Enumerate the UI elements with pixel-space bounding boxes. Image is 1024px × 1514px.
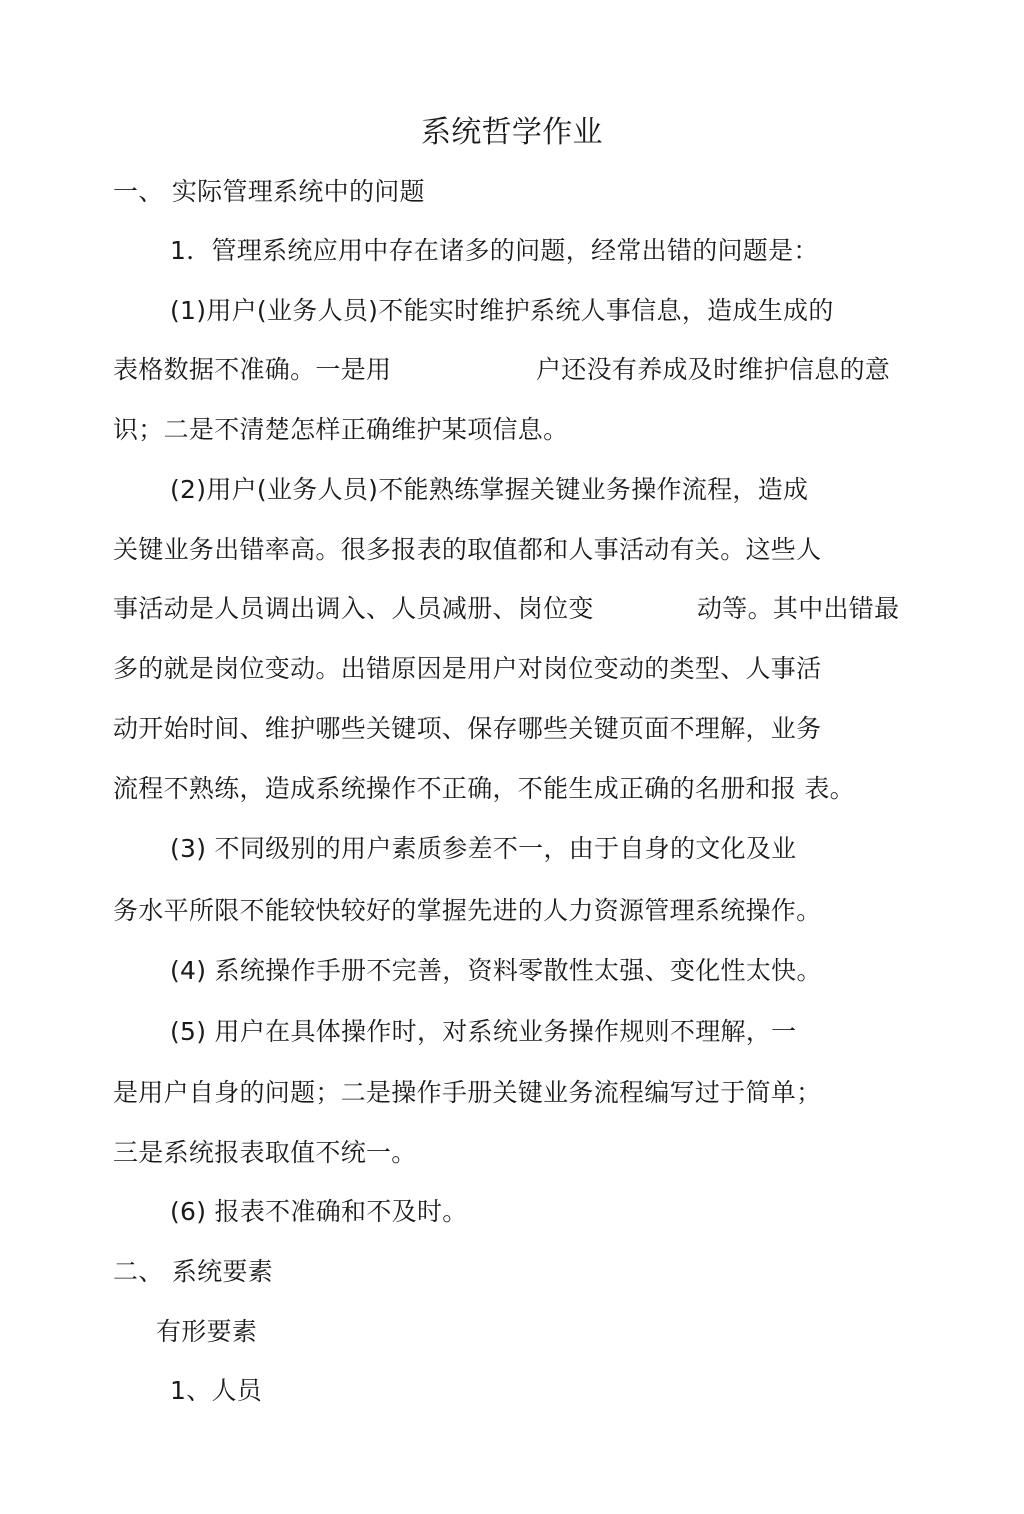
intro-paragraph: 1．管理系统应用中存在诸多的问题，经常出错的问题是： [170,236,819,265]
paragraph-1-line-2b: 户还没有养成及时维护信息的意 [536,355,891,384]
paragraph-2-line-4: 多的就是岗位变动。出错原因是用户对岗位变动的类型、人事活 [113,654,822,683]
paragraph-2-line-3a: 事活动是人员调出调入、人员减册、岗位变 [113,594,594,623]
paragraph-6-line-1: (6) 报表不准确和不及时。 [170,1197,468,1226]
paragraph-1-line-3: 识；二是不清楚怎样正确维护某项信息。 [113,415,569,444]
paragraph-2-line-1: (2)用户(业务人员)不能熟练掌握关键业务操作流程，造成 [170,475,809,504]
paragraph-3-line-2: 务水平所限不能较快较好的掌握先进的人力资源管理系统操作。 [113,896,822,925]
list-item-personnel: 1、人员 [170,1376,263,1405]
paragraph-5-line-3: 三是系统报表取值不统一。 [113,1138,417,1167]
paragraph-2-line-2: 关键业务出错率高。很多报表的取值都和人事活动有关。这些人 [113,535,822,564]
paragraph-4-line-1: (4) 系统操作手册不完善，资料零散性太强、变化性太快。 [170,956,822,985]
paragraph-5-line-1: (5) 用户在具体操作时，对系统业务操作规则不理解，一 [170,1017,797,1046]
paragraph-2-line-5: 动开始时间、维护哪些关键项、保存哪些关键页面不理解，业务 [113,714,822,743]
paragraph-1-line-2a: 表格数据不准确。一是用 [113,355,392,384]
paragraph-1-line-1: (1)用户(业务人员)不能实时维护系统人事信息，造成生成的 [170,296,834,325]
paragraph-2-line-3b: 动等。其中出错最 [697,594,900,623]
paragraph-5-line-2: 是用户自身的问题；二是操作手册关键业务流程编写过于简单； [113,1078,822,1107]
subheading-tangible-elements: 有形要素 [156,1317,258,1346]
paragraph-3-line-1: (3) 不同级别的用户素质参差不一，由于自身的文化及业 [170,834,797,863]
section-heading-2: 二、 系统要素 [113,1257,274,1286]
page-title: 系统哲学作业 [421,115,603,150]
paragraph-2-line-6: 流程不熟练，造成系统操作不正确，不能生成正确的名册和报 表。 [113,774,855,803]
section-heading-1: 一、 实际管理系统中的问题 [113,177,425,206]
